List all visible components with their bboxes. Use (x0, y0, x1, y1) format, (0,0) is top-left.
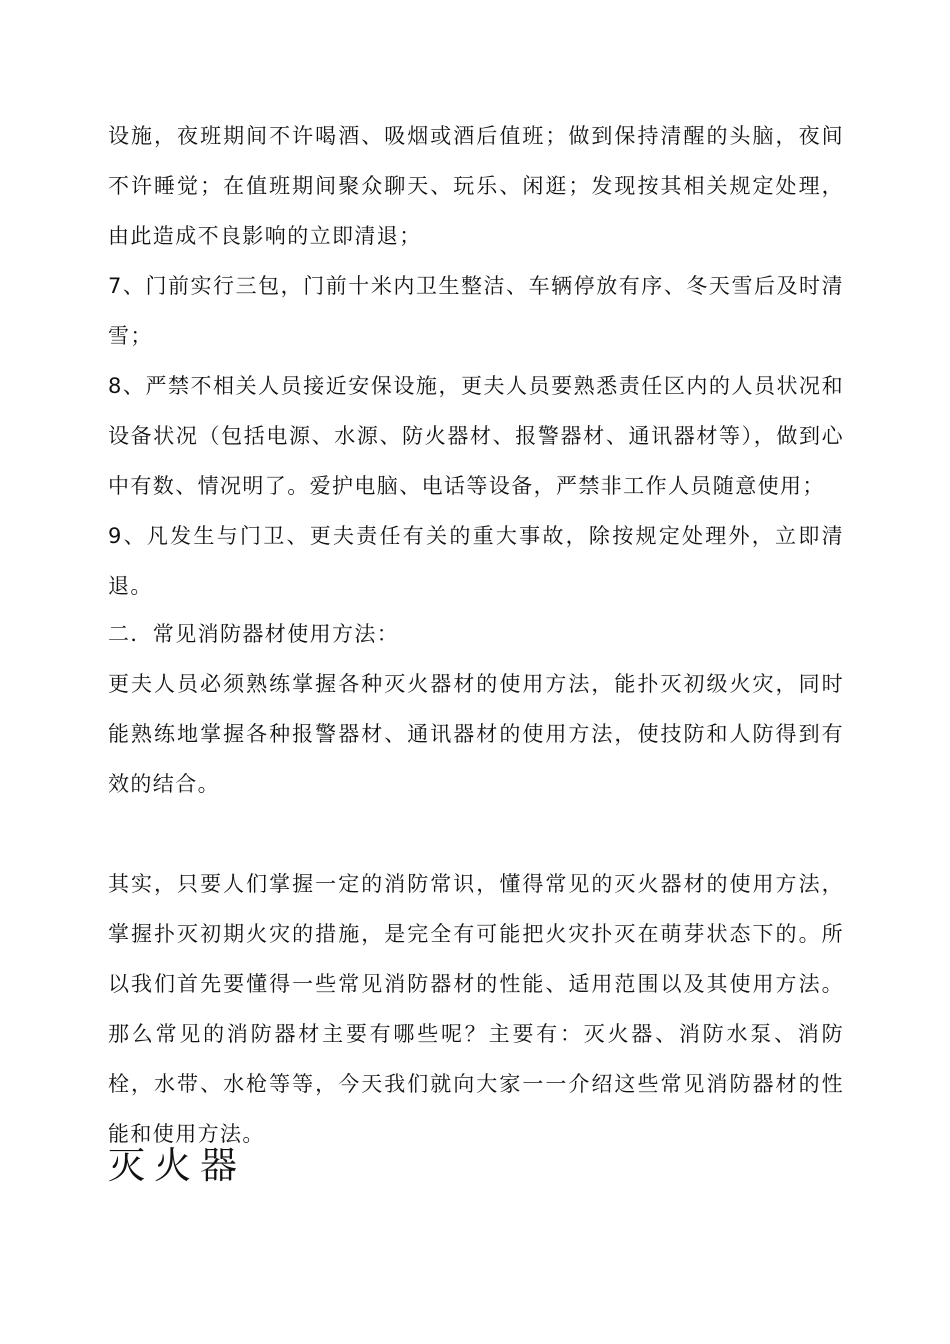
paragraph-fire-knowledge: 其实，只要人们掌握一定的消防常识，懂得常见的灭火器材的使用方法，掌握扑灭初期火灾的措施，是完全有可能把火灾扑灭在萌芽状态下的。所以我们首先要懂得一些常见消防器材的性能、适用范围以及其使用方法。那么常见的消防器材主要有哪些呢？主要有：灭火器、消防水泵、消防栓，水带、水枪等等，今天我们就向大家一一介绍这些常见消防器材的性能和使用方法。 (108, 872, 844, 1146)
paragraph-equipment-intro: 更夫人员必须熟练掌握各种灭火器材的使用方法，能扑灭初级火灾，同时能熟练地掌握各种报警器材、通讯器材的使用方法，使技防和人防得到有效的结合。 (108, 672, 844, 796)
paragraph-duty-rules: 设施，夜班期间不许喝酒、吸烟或酒后值班；做到保持清醒的头脑，夜间不许睡觉；在值班期间聚众聊天、玩乐、闲逛；发现按其相关规定处理，由此造成不良影响的立即清退； (108, 124, 844, 248)
paragraph-rule-7: 7、门前实行三包，门前十米内卫生整洁、车辆停放有序、冬天雪后及时清雪； (108, 274, 844, 348)
paragraph-rule-9: 9、凡发生与门卫、更夫责任有关的重大事故，除按规定处理外，立即清退。 (108, 524, 844, 598)
extinguisher-heading: 灭火器 (108, 1144, 246, 1187)
paragraph-rule-8: 8、严禁不相关人员接近安保设施，更夫人员要熟悉责任区内的人员状况和设备状况（包括电源、水源、防火器材、报警器材、通讯器材等），做到心中有数、情况明了。爱护电脑、电话等设备，严禁非工作人员随意使用； (108, 374, 844, 498)
section-heading: 二．常见消防器材使用方法： (108, 622, 400, 646)
